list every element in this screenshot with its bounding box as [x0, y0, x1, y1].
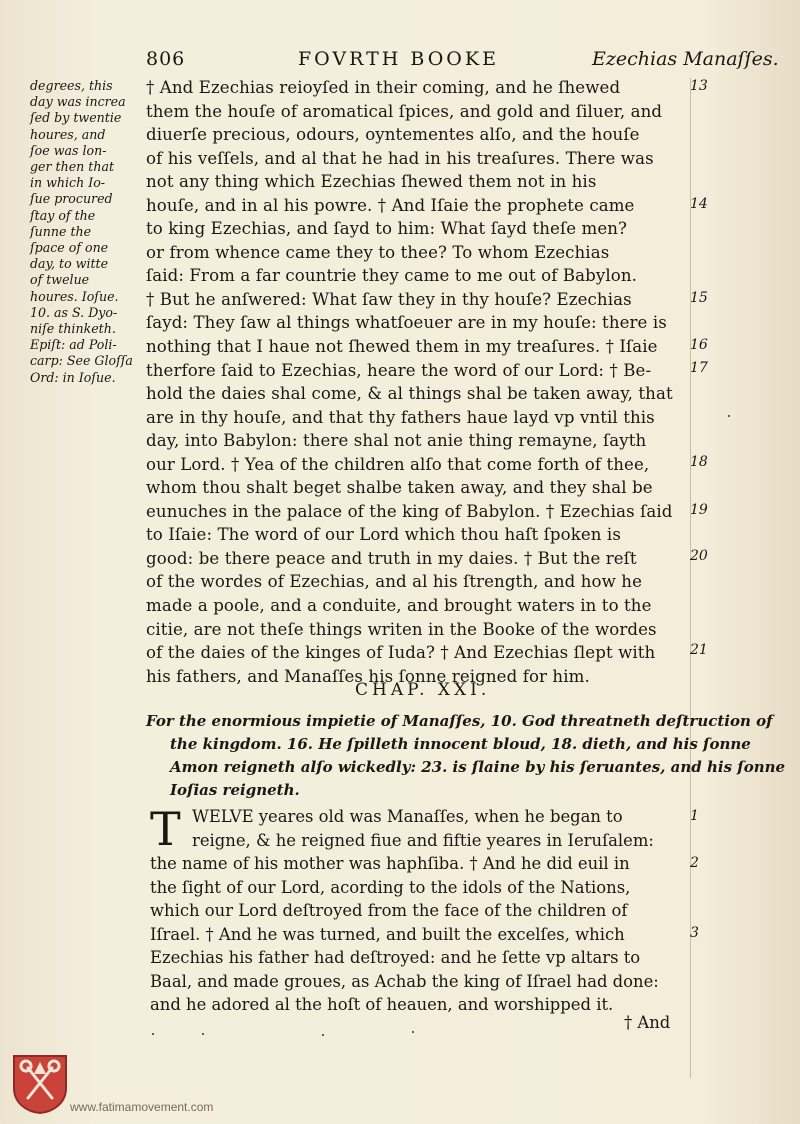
summary-line: For the enormious impietie of Manaſſes, 10. God threatneth deſtruction of: [146, 712, 773, 730]
papal-seal-icon: [12, 1054, 68, 1114]
text-line: are in thy houſe, and that thy fathers haue layd vp vntil this: [146, 407, 655, 427]
drop-cap: T: [150, 802, 181, 856]
margin-line: ſpace of one: [30, 240, 109, 256]
text-line: the ſight of our Lord, acording to the idols of the Nations,: [150, 877, 631, 897]
text-line: the name of his mother was haphſiba. † And he did euil in: [150, 854, 630, 873]
margin-line: Epiſt: ad Poli-: [30, 337, 117, 353]
text-line: of the daies of the kinges of Iuda? † And Ezechias ſlept with: [146, 643, 656, 663]
text-line: not any thing which Ezechias ſhewed them not in his: [146, 172, 597, 192]
text-line: made a poole, and a conduite, and brought waters in to the: [146, 596, 652, 616]
verse-number: 14: [690, 196, 708, 212]
margin-line: ſunne the: [30, 223, 92, 239]
text-line: citie, are not theſe things writen in the Booke of the wordes: [146, 619, 657, 639]
text-line: nothing that I haue not ſhewed them in my treaſures. † Iſaie: [146, 337, 658, 357]
text-line: them the houſe of aromatical ſpices, and gold and ſiluer, and: [146, 101, 663, 121]
summary-line: Ioſias reigneth.: [170, 781, 300, 799]
text-line: Iſrael. † And he was turned, and built the excelſes, which: [150, 924, 625, 944]
verse-number: 19: [690, 502, 708, 518]
verse-number: 16: [690, 337, 708, 353]
margin-line: ſoe was lon-: [30, 142, 107, 158]
text-line: therfore ſaid to Ezechias, heare the word of our Lord: † Be-: [146, 360, 652, 380]
margin-annotation: [30, 78, 140, 386]
margin-line: day, to witte: [30, 256, 109, 272]
margin-line: day was increa: [30, 94, 126, 110]
text-line: which our Lord deſtroyed from the face of the children of: [150, 901, 628, 920]
verse-number: 3: [690, 925, 699, 941]
text-line: WELVE yeares old was Manaſſes, when he began to: [192, 807, 623, 826]
text-line: day, into Babylon: there shal not anie thing remayne, ſayth: [146, 431, 647, 451]
margin-line: ſed by twentie: [30, 110, 122, 126]
page-number: 806: [146, 48, 186, 70]
margin-line: houres, and: [30, 126, 106, 142]
margin-line: in which Io-: [30, 175, 106, 191]
margin-line: carp: See Gloſſa: [30, 353, 133, 369]
margin-line: degrees, this: [30, 78, 113, 93]
text-line: hold the daies shal come, & al things shal be taken away, that: [146, 384, 673, 404]
verse-number: 1: [690, 808, 699, 824]
book-title: FOVRTH BOOKE: [298, 48, 499, 70]
text-line: to king Ezechias, and ſayd to him: What ſayd theſe men?: [146, 219, 628, 239]
text-line: ſaid: From a far countrie they came to me out of Babylon.: [146, 266, 638, 286]
footer-url[interactable]: www.fatimamovement.com: [70, 1100, 214, 1114]
text-line: Ezechias his father had deſtroyed: and he ſette vp altars to: [150, 948, 641, 967]
text-line: Baal, and made groues, as Achab the king of Iſrael had done:: [150, 971, 659, 991]
margin-line: niſe thinketh.: [30, 321, 116, 337]
chapter-heading: CHAP. XXI.: [355, 680, 491, 700]
text-line: houſe, and in al his powre. † And Iſaie the prophete came: [146, 195, 635, 215]
margin-line: ſue procured: [30, 191, 113, 207]
text-line: to Iſaie: The word of our Lord which thou haſt ſpoken is: [146, 525, 621, 545]
chapter-summary: [146, 710, 786, 802]
summary-line: the kingdom. 16. He ſpilleth innocent bloud, 18. dieth, and his ſonne: [170, 735, 751, 753]
running-title: Ezechias Manaſſes.: [592, 48, 779, 70]
verse-number: 2: [690, 855, 699, 871]
text-line: † And Ezechias reioyſed in their coming, and he ſhewed: [146, 78, 621, 97]
text-line: ſayd: They ſaw al things whatſoeuer are in my houſe: there is: [146, 313, 667, 333]
text-line: of the wordes of Ezechias, and al his ſtrength, and how he: [146, 572, 642, 592]
verse-number: 18: [690, 454, 708, 470]
text-line: his fathers, and Manaſſes his ſonne reigned for him.: [146, 666, 590, 686]
page-header: [0, 48, 800, 76]
margin-line: houres. Ioſue.: [30, 288, 119, 304]
text-line: whom thou shalt beget shalbe taken away, and they shal be: [146, 478, 653, 498]
catchword: † And: [624, 1013, 671, 1032]
chapter-20-text: [146, 76, 686, 688]
margin-line: ger then that: [30, 159, 115, 175]
text-line: and he adored al the hoſt of heauen, and worshipped it.: [150, 995, 614, 1014]
verse-number: 13: [690, 78, 708, 94]
text-line: our Lord. † Yea of the children alſo that come forth of thee,: [146, 454, 650, 474]
summary-line: Amon reigneth alſo wickedly: 23. is ſlaine by his ſeruantes, and his ſonne: [170, 758, 786, 776]
text-line: diuerſe precious, odours, oyntementes alſo, and the houſe: [146, 125, 640, 145]
verse-number: 20: [690, 548, 708, 564]
text-line: good: be there peace and truth in my daies. † But the reſt: [146, 548, 637, 568]
text-line: reigne, & he reigned fiue and fiftie yeares in Ieruſalem:: [192, 830, 654, 850]
verse-number: 15: [690, 290, 708, 306]
margin-line: of twelue: [30, 272, 90, 288]
verse-number: 17: [690, 360, 708, 376]
verse-number: 21: [690, 642, 708, 658]
margin-line: Ord: in Ioſue.: [30, 369, 116, 385]
chapter-21-text: [150, 802, 690, 1017]
text-line: or from whence came they to thee? To whom Ezechias: [146, 242, 610, 262]
text-line: eunuches in the palace of the king of Babylon. † Ezechias ſaid: [146, 501, 673, 521]
margin-line: 10. as S. Dyo-: [30, 304, 118, 320]
margin-line: ſtay of the: [30, 207, 96, 223]
text-line: † But he anſwered: What ſaw they in thy houſe? Ezechias: [146, 289, 632, 309]
text-line: of his veſſels, and al that he had in his treaſures. There was: [146, 148, 654, 168]
